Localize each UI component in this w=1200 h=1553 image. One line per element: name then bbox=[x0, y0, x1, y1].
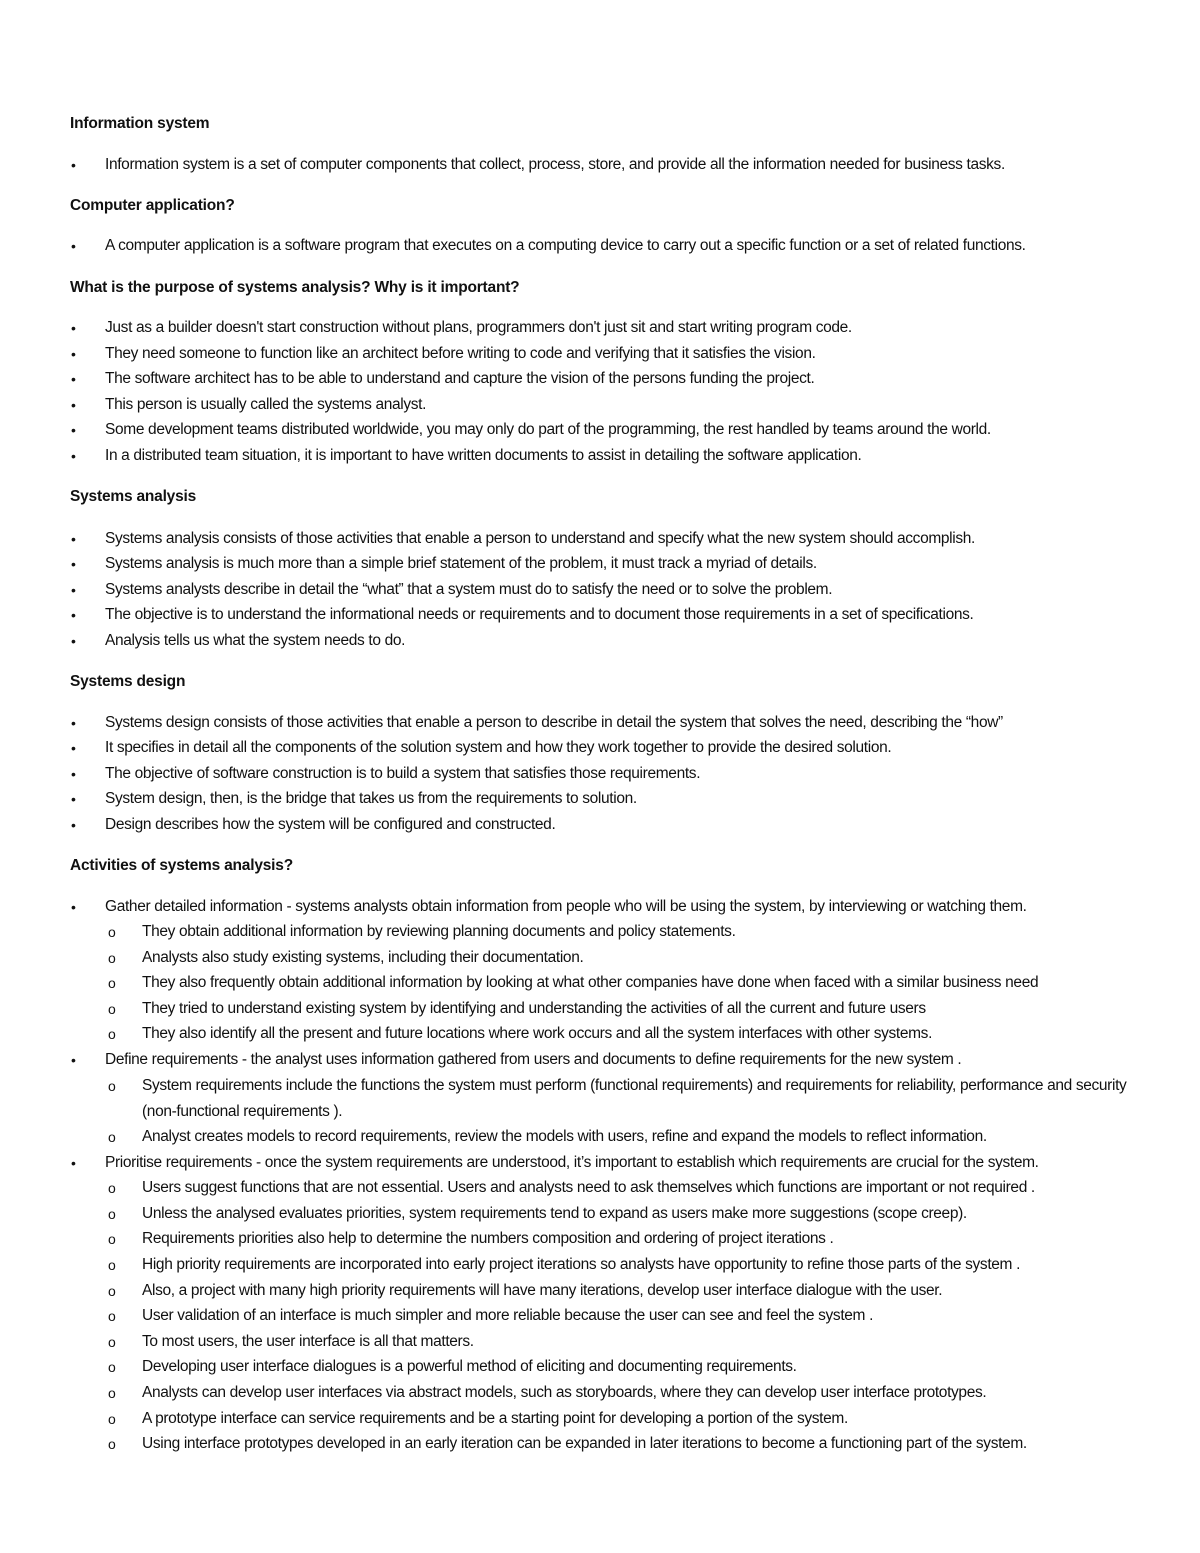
list-item: Prioritise requirements - once the system requirements are understood, it’s important to establish which requirements are crucial for the system. bbox=[105, 1154, 1039, 1171]
sub-list-item: Requirements priorities also help to determine the numbers composition and ordering of project iterations . bbox=[142, 1230, 834, 1247]
sub-bullet-marker: o bbox=[108, 1001, 116, 1017]
list-item: Systems design consists of those activities that enable a person to describe in detail the system that solves the need, describing the “how” bbox=[105, 714, 1003, 731]
list-item: A computer application is a software program that executes on a computing device to carry out a specific function or a set of related functions. bbox=[105, 237, 1026, 254]
sub-bullet-marker: o bbox=[108, 950, 116, 966]
bullet-marker: • bbox=[71, 899, 76, 915]
bullet-marker: • bbox=[71, 320, 76, 336]
sub-bullet-marker: o bbox=[108, 1385, 116, 1401]
list-item: Some development teams distributed worldwide, you may only do part of the programming, the rest handled by teams around the world. bbox=[105, 421, 991, 438]
bullet-marker: • bbox=[71, 633, 76, 649]
bullet-marker: • bbox=[71, 556, 76, 572]
list-item: Analysis tells us what the system needs to do. bbox=[105, 632, 406, 649]
sub-bullet-marker: o bbox=[108, 1334, 116, 1350]
bullet-marker: • bbox=[71, 157, 76, 173]
sub-bullet-marker: o bbox=[108, 1231, 116, 1247]
sub-list-item: A prototype interface can service requirements and be a starting point for developing a portion of the system. bbox=[142, 1410, 848, 1427]
sub-list-item: Developing user interface dialogues is a powerful method of eliciting and documenting requirements. bbox=[142, 1358, 797, 1375]
sub-list-item: They also frequently obtain additional information by looking at what other companies have done when faced with a similar business need bbox=[142, 974, 1039, 991]
bullet-marker: • bbox=[71, 740, 76, 756]
sub-bullet-marker: o bbox=[108, 1308, 116, 1324]
list-item: System design, then, is the bridge that takes us from the requirements to solution. bbox=[105, 790, 637, 807]
list-item: The objective of software construction is to build a system that satisfies those requirements. bbox=[105, 765, 701, 782]
section-heading: Computer application? bbox=[70, 197, 235, 214]
bullet-marker: • bbox=[71, 715, 76, 731]
list-item: It specifies in detail all the components of the solution system and how they work together to provide the desired solution. bbox=[105, 739, 892, 756]
bullet-marker: • bbox=[71, 582, 76, 598]
sub-list-item: Unless the analysed evaluates priorities, system requirements tend to expand as users make more suggestions (scope creep). bbox=[142, 1205, 967, 1222]
list-item: Design describes how the system will be configured and constructed. bbox=[105, 816, 556, 833]
sub-list-item: High priority requirements are incorporated into early project iterations so analysts have opportunity to refine those parts of the system . bbox=[142, 1256, 1021, 1273]
bullet-marker: • bbox=[71, 791, 76, 807]
bullet-marker: • bbox=[71, 346, 76, 362]
list-item: Systems analysis consists of those activities that enable a person to understand and specify what the new system should accomplish. bbox=[105, 530, 975, 547]
sub-list-item: Users suggest functions that are not essential. Users and analysts need to ask themselves which functions are important or not required . bbox=[142, 1179, 1035, 1196]
sub-list-item: System requirements include the functions the system must perform (functional requirements) and requirements for reliability, performance and security (non-functional requirements ). bbox=[142, 1077, 1127, 1120]
bullet-marker: • bbox=[71, 448, 76, 464]
list-item: Systems analysts describe in detail the “what” that a system must do to satisfy the need or to solve the problem. bbox=[105, 581, 833, 598]
sub-list-item: Analyst creates models to record requirements, review the models with users, refine and expand the models to reflect information. bbox=[142, 1128, 987, 1145]
list-item: They need someone to function like an architect before writing to code and verifying that it satisfies the vision. bbox=[105, 345, 816, 362]
sub-bullet-marker: o bbox=[108, 924, 116, 940]
sub-bullet-marker: o bbox=[108, 1180, 116, 1196]
sub-bullet-marker: o bbox=[108, 1436, 116, 1452]
section-heading: Systems design bbox=[70, 673, 186, 690]
sub-bullet-marker: o bbox=[108, 1411, 116, 1427]
list-item: Gather detailed information - systems analysts obtain information from people who will be using the system, by interviewing or watching them. bbox=[105, 898, 1027, 915]
section-heading: Systems analysis bbox=[70, 488, 197, 505]
sub-bullet-marker: o bbox=[108, 1078, 116, 1094]
sub-list-item: They obtain additional information by reviewing planning documents and policy statements. bbox=[142, 923, 736, 940]
bullet-marker: • bbox=[71, 607, 76, 623]
bullet-marker: • bbox=[71, 1155, 76, 1171]
sub-list-item: To most users, the user interface is all that matters. bbox=[142, 1333, 474, 1350]
list-item: In a distributed team situation, it is important to have written documents to assist in detailing the software application. bbox=[105, 447, 862, 464]
sub-list-item: They tried to understand existing system by identifying and understanding the activities of all the current and future users bbox=[142, 1000, 926, 1017]
sub-list-item: User validation of an interface is much simpler and more reliable because the user can see and feel the system . bbox=[142, 1307, 874, 1324]
bullet-marker: • bbox=[71, 1052, 76, 1068]
sub-list-item: Also, a project with many high priority requirements will have many iterations, develop user interface dialogue with the user. bbox=[142, 1282, 943, 1299]
section-heading: Activities of systems analysis? bbox=[70, 857, 293, 874]
list-item: Just as a builder doesn't start construction without plans, programmers don't just sit and start writing program code. bbox=[105, 319, 852, 336]
sub-bullet-marker: o bbox=[108, 1257, 116, 1273]
list-item: The objective is to understand the informational needs or requirements and to document those requirements in a set of specifications. bbox=[105, 606, 974, 623]
sub-bullet-marker: o bbox=[108, 1129, 116, 1145]
sub-list-item: Analysts also study existing systems, including their documentation. bbox=[142, 949, 584, 966]
bullet-marker: • bbox=[71, 238, 76, 254]
sub-list-item: Using interface prototypes developed in an early iteration can be expanded in later iterations to become a functioning part of the system. bbox=[142, 1435, 1027, 1452]
sub-bullet-marker: o bbox=[108, 1206, 116, 1222]
list-item: Define requirements - the analyst uses information gathered from users and documents to define requirements for the new system . bbox=[105, 1051, 962, 1068]
bullet-marker: • bbox=[71, 531, 76, 547]
bullet-marker: • bbox=[71, 371, 76, 387]
bullet-marker: • bbox=[71, 422, 76, 438]
section-heading: What is the purpose of systems analysis? Why is it important? bbox=[70, 279, 520, 296]
list-item: Systems analysis is much more than a simple brief statement of the problem, it must track a myriad of details. bbox=[105, 555, 817, 572]
list-item: The software architect has to be able to understand and capture the vision of the persons funding the project. bbox=[105, 370, 815, 387]
list-item: Information system is a set of computer components that collect, process, store, and provide all the information needed for business tasks. bbox=[105, 156, 1005, 173]
bullet-marker: • bbox=[71, 766, 76, 782]
sub-bullet-marker: o bbox=[108, 1359, 116, 1375]
bullet-marker: • bbox=[71, 817, 76, 833]
section-heading: Information system bbox=[70, 115, 210, 132]
sub-list-item: Analysts can develop user interfaces via abstract models, such as storyboards, where they can develop user interface prototypes. bbox=[142, 1384, 987, 1401]
sub-list-item: They also identify all the present and future locations where work occurs and all the system interfaces with other systems. bbox=[142, 1025, 933, 1042]
bullet-marker: • bbox=[71, 397, 76, 413]
list-item: This person is usually called the systems analyst. bbox=[105, 396, 427, 413]
sub-bullet-marker: o bbox=[108, 975, 116, 991]
sub-bullet-marker: o bbox=[108, 1026, 116, 1042]
sub-bullet-marker: o bbox=[108, 1283, 116, 1299]
